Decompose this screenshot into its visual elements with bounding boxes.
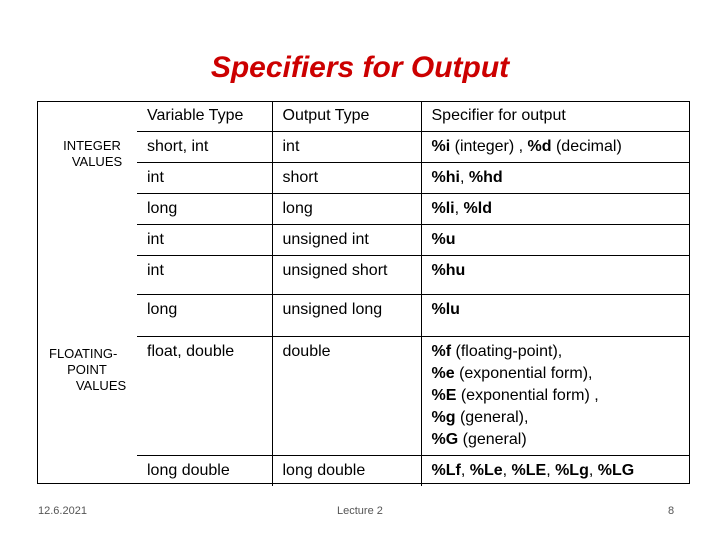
specifier-description: , (502, 462, 512, 479)
cell-output-type: short (272, 163, 421, 194)
cell-output-type: double (272, 337, 421, 456)
group-label-line: VALUES (75, 378, 127, 393)
specifier-code: %li (431, 200, 455, 217)
cell-output-type: unsigned long (272, 295, 421, 337)
specifier-description: (exponential form) , (456, 387, 599, 404)
specifier-part (432, 407, 691, 429)
specifier-code: %hd (468, 169, 503, 186)
specifier-code: %Lf (431, 462, 461, 479)
table-row (137, 456, 690, 487)
specifier-description: (general) (458, 431, 527, 448)
cell-specifier (421, 225, 690, 256)
header-specifier: Specifier for output (421, 101, 690, 132)
group-label-line: FLOATING- (49, 346, 118, 361)
specifier-part (432, 301, 460, 318)
specifier-part (432, 169, 469, 186)
cell-variable-type: float, double (137, 337, 272, 456)
cell-variable-type: long (137, 295, 272, 337)
table-row (137, 225, 690, 256)
specifier-description: , (454, 200, 464, 217)
specifier-description: , (588, 462, 598, 479)
specifier-part (464, 200, 492, 217)
specifier-part (432, 385, 691, 407)
group-label-line: POINT (67, 362, 107, 377)
specifier-description: (decimal) (551, 138, 622, 155)
specifier-code: %LE (511, 462, 547, 479)
specifier-part (470, 462, 512, 479)
cell-variable-type: long (137, 194, 272, 225)
cell-output-type: unsigned int (272, 225, 421, 256)
specifier-part (432, 262, 466, 279)
table-row (137, 337, 690, 456)
cell-specifier (421, 295, 690, 337)
specifier-part (469, 169, 503, 186)
group-label-floating-point (37, 346, 137, 394)
specifier-code: %hu (431, 262, 466, 279)
footer-date: 12.6.2021 (38, 505, 87, 517)
specifier-code: %Lg (555, 462, 589, 479)
cell-variable-type: int (137, 225, 272, 256)
cell-output-type: int (272, 132, 421, 163)
specifier-code: %Le (469, 462, 503, 479)
specifier-code: %i (431, 138, 451, 155)
cell-specifier (421, 337, 690, 456)
cell-specifier (421, 456, 690, 487)
cell-variable-type: int (137, 256, 272, 295)
group-label-line: VALUES (71, 154, 123, 169)
specifier-part (432, 429, 691, 451)
cell-output-type: long (272, 194, 421, 225)
specifier-part (432, 200, 464, 217)
table-row (137, 295, 690, 337)
specifier-code: %ld (463, 200, 492, 217)
specifier-part (528, 138, 622, 155)
specifier-description: (general), (455, 409, 529, 426)
specifier-description: (integer) , (450, 138, 528, 155)
footer-page-number: 8 (668, 505, 675, 517)
cell-output-type: unsigned short (272, 256, 421, 295)
table-header-row (137, 101, 690, 132)
specifier-description: , (546, 462, 556, 479)
header-variable-type: Variable Type (137, 101, 272, 132)
specifier-part (555, 462, 598, 479)
group-label-line: INTEGER (63, 138, 121, 153)
specifier-code: %LG (597, 462, 635, 479)
cell-variable-type: long double (137, 456, 272, 487)
cell-specifier (421, 163, 690, 194)
specifier-code: %lu (431, 301, 460, 318)
cell-variable-type: short, int (137, 132, 272, 163)
specifier-part (432, 138, 528, 155)
specifier-table (137, 101, 690, 486)
specifier-code: %u (431, 231, 456, 248)
group-label-integer (37, 138, 147, 170)
specifier-code: %e (431, 365, 455, 382)
cell-specifier (421, 256, 690, 295)
specifier-description: , (459, 169, 469, 186)
table-row (137, 132, 690, 163)
specifier-description: , (460, 462, 470, 479)
slide-title: Specifiers for Output (210, 51, 510, 84)
cell-variable-type: int (137, 163, 272, 194)
specifier-part (512, 462, 556, 479)
footer-lecture: Lecture 2 (337, 505, 383, 517)
specifier-code: %G (431, 431, 459, 448)
specifier-code: %E (431, 387, 457, 404)
specifier-description: (exponential form), (454, 365, 593, 382)
specifier-code: %g (431, 409, 456, 426)
cell-specifier (421, 194, 690, 225)
specifier-code: %hi (431, 169, 460, 186)
table-row (137, 163, 690, 194)
specifier-part (432, 231, 456, 248)
cell-specifier (421, 132, 690, 163)
specifier-part (432, 341, 691, 363)
specifier-code: %f (431, 343, 452, 360)
table-row (137, 256, 690, 295)
table-row (137, 194, 690, 225)
specifier-part (432, 363, 691, 385)
specifier-code: %d (527, 138, 552, 155)
specifier-description: (floating-point), (451, 343, 563, 360)
header-output-type: Output Type (272, 101, 421, 132)
specifier-part (598, 462, 634, 479)
cell-output-type: long double (272, 456, 421, 487)
specifier-part (432, 462, 470, 479)
